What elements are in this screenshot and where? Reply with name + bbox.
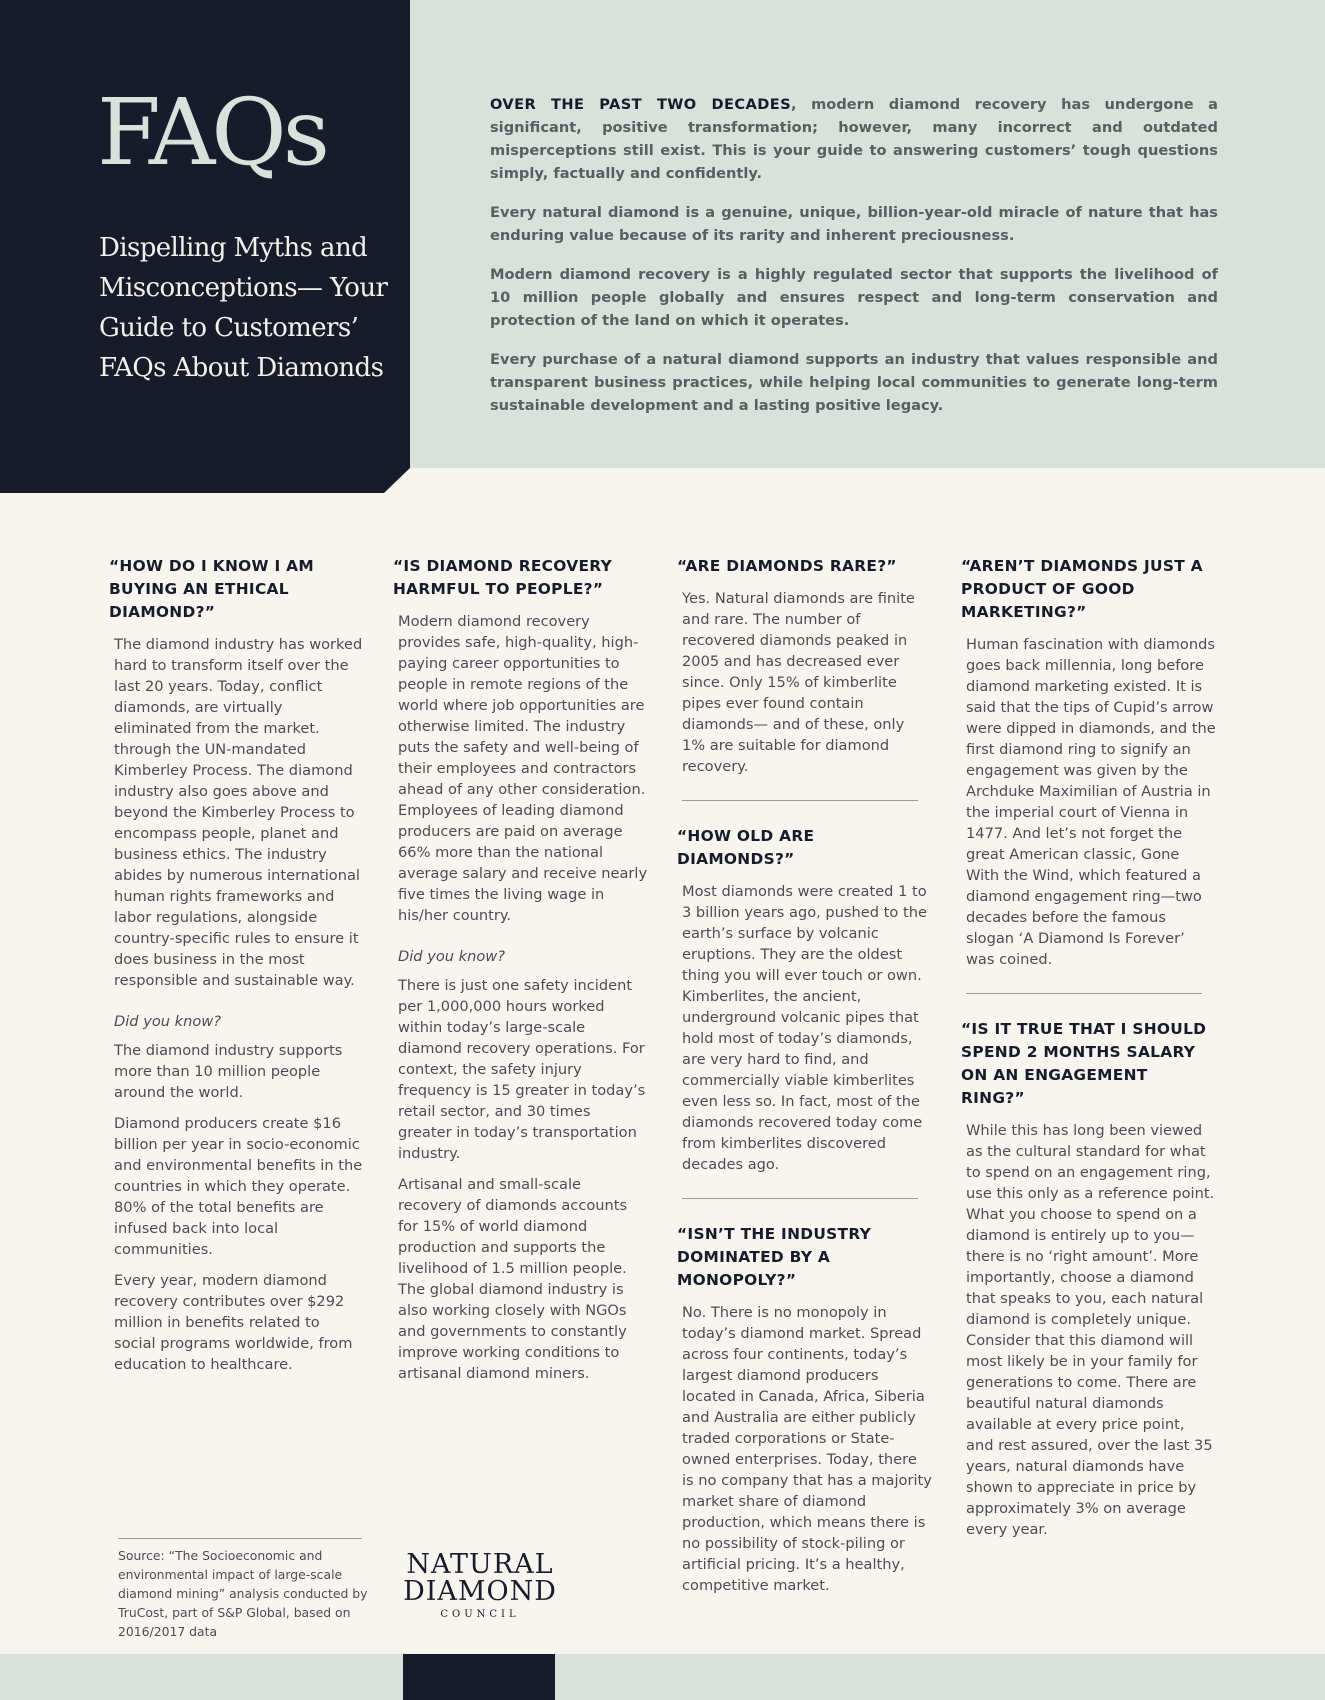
faq-answer-monopoly: No. There is no monopoly in today’s diamond market. Spread across four continents, today’s largest diamond producers located in Canada, Africa, Siberia and Australia are either publicly traded corporations or State-owned enterprises. Today, there is no company that has a majority market share of diamond production, which means there is no possibility of stock-piling or artificial pricing. It’s a healthy, competitive market.: [682, 1304, 932, 1594]
faq-column-1: [109, 555, 364, 1375]
source-divider: [118, 1538, 362, 1539]
fact-item: There is just one safety incident per 1,000,000 hours worked within today’s large-scale diamond recovery operations. For context, the safety injury frequency is 15 greater in today’s retail sector, and 30 times greater in today’s transportation industry.: [398, 977, 646, 1162]
faq-answer-rare: Yes. Natural diamonds are finite and rare. The number of recovered diamonds peaked in 2005 and has decreased ever since. Only 15% of kimberlite pipes ever found contain diamonds— and of these, only 1% are suitable for diamond recovery.: [682, 590, 915, 775]
faq-answer-age: Most diamonds were created 1 to 3 billion years ago, pushed to the earth’s surface by volcanic eruptions. They are the oldest thing you will ever touch or own. Kimberlites, the ancient, underground volcanic pipes that hold most of today’s diamonds, are very hard to find, and commercially viable kimberlites even less so. In fact, most of the diamonds recovered today come from kimberlites discovered decades ago.: [682, 883, 927, 1173]
logo-word-diamond: DIAMOND: [403, 1576, 557, 1607]
divider: [682, 800, 918, 801]
faq-column-4: [961, 555, 1216, 1540]
intro-paragraph-4: Every purchase of a natural diamond supports an industry that values responsible and transparent business practices, while helping local communities to generate long-term sustainable development and a lasting positive legacy.: [490, 351, 1218, 414]
intro-paragraph-3: Modern diamond recovery is a highly regulated sector that supports the livelihood of 10 million people globally and ensures respect and long-term conservation and protection of the land on which it operates.: [490, 266, 1218, 329]
faq-column-2: [393, 555, 648, 1384]
faq-question-salary: “IS IT TRUE THAT I SHOULD SPEND 2 MONTHS SALARY ON AN ENGAGEMENT RING?”: [961, 1020, 1207, 1107]
fact-item: Artisanal and small-scale recovery of diamonds accounts for 15% of world diamond production and supports the livelihood of 1.5 million people. The global diamond industry is also working closely with NGOs and governments to constantly improve working conditions to artisanal diamond miners.: [398, 1176, 628, 1382]
faq-question-rare: “ARE DIAMONDS RARE?”: [677, 557, 897, 575]
footer-bar: [0, 1654, 1325, 1700]
faq-question-age: “HOW OLD ARE DIAMONDS?”: [677, 827, 815, 868]
intro-paragraph-1-text: , modern diamond recovery has undergone a significant, positive transformation; however, many incorrect and outdated misperceptions still exist. This is your guide to answering customers’ tough questions simply, factually and confidently.: [490, 96, 1218, 182]
natural-diamond-council-logo: [400, 1551, 560, 1620]
faq-question-harmful: “IS DIAMOND RECOVERY HARMFUL TO PEOPLE?”: [393, 557, 613, 598]
logo-word-council: COUNCIL: [440, 1609, 520, 1620]
intro-lead: OVER THE PAST TWO DECADES: [490, 96, 792, 113]
did-you-know-heading: Did you know?: [398, 948, 505, 965]
footer-accent-block: [403, 1654, 555, 1700]
faq-answer-harmful: Modern diamond recovery provides safe, high-quality, high-paying career opportunities to people in remote regions of the world where job opportunities are otherwise limited. The industry puts the safety and well-being of their employees and contractors ahead of any other consideration. Employees of leading diamond producers are paid on average 66% more than the national average salary and receive nearly five times the living wage in his/her country.: [398, 613, 648, 924]
faq-answer-salary: While this has long been viewed as the cultural standard for what to spend on an engagement ring, use this only as a reference point. What you choose to spend on a diamond is entirely up to you—there is no ‘right amount’. More importantly, choose a diamond that speaks to you, each natural diamond is completely unique. Consider that this diamond will most likely be in your family for generations to come. There are beautiful natural diamonds available at every price point, and rest assured, over the last 35 years, natural diamonds have shown to appreciate in price by approximately 3% on average every year.: [966, 1122, 1215, 1538]
fact-item: Every year, modern diamond recovery contributes over $292 million in benefits related to social programs worldwide, from education to healthcare.: [114, 1272, 353, 1373]
faq-column-3: [677, 555, 932, 1596]
page-title: FAQs: [97, 79, 326, 186]
did-you-know-heading: Did you know?: [114, 1013, 221, 1030]
page-subtitle: Dispelling Myths and Misconceptions— Your Guide to Customers’ FAQs About Diamonds: [99, 233, 388, 383]
logo-word-natural: NATURAL: [406, 1549, 554, 1580]
faq-answer-ethical: The diamond industry has worked hard to transform itself over the last 20 years. Today, conflict diamonds, are virtually eliminated from the market. through the UN-mandated Kimberley Process. The diamond industry also goes above and beyond the Kimberley Process to encompass people, planet and business ethics. The industry abides by numerous international human rights frameworks and labor regulations, alongside country-specific rules to ensure it does business in the most responsible and sustainable way.: [114, 636, 363, 989]
faq-question-ethical: “HOW DO I KNOW I AM BUYING AN ETHICAL DIAMOND?”: [109, 557, 314, 621]
fact-item: Diamond producers create $16 billion per year in socio-economic and environmental benefits in the countries in which they operate. 80% of the total benefits are infused back into local communities.: [114, 1115, 363, 1258]
divider: [966, 993, 1202, 994]
intro-paragraph-1: [490, 93, 1218, 185]
intro-paragraph-2: Every natural diamond is a genuine, unique, billion-year-old miracle of nature that has enduring value because of its rarity and inherent preciousness.: [490, 204, 1218, 244]
divider: [682, 1198, 918, 1199]
source-note: Source: “The Socioeconomic and environmental impact of large-scale diamond mining” analysis conducted by TruCost, part of S&P Global, based on 2016/2017 data: [118, 1548, 368, 1639]
faq-answer-marketing: Human fascination with diamonds goes back millennia, long before diamond marketing existed. It is said that the tips of Cupid’s arrow were dipped in diamonds, and the first diamond ring to signify an engagement was given by the Archduke Maximilian of Austria in the imperial court of Vienna in 1477. And let’s not forget the great American classic, Gone With the Wind, which featured a diamond engagement ring—two decades before the famous slogan ‘A Diamond Is Forever’ was coined.: [966, 636, 1216, 968]
faq-question-monopoly: “ISN’T THE INDUSTRY DOMINATED BY A MONOPOLY?”: [677, 1225, 872, 1289]
intro-section: [490, 93, 1218, 433]
faq-question-marketing: “AREN’T DIAMONDS JUST A PRODUCT OF GOOD MARKETING?”: [961, 557, 1203, 621]
fact-item: The diamond industry supports more than 10 million people around the world.: [114, 1042, 343, 1101]
